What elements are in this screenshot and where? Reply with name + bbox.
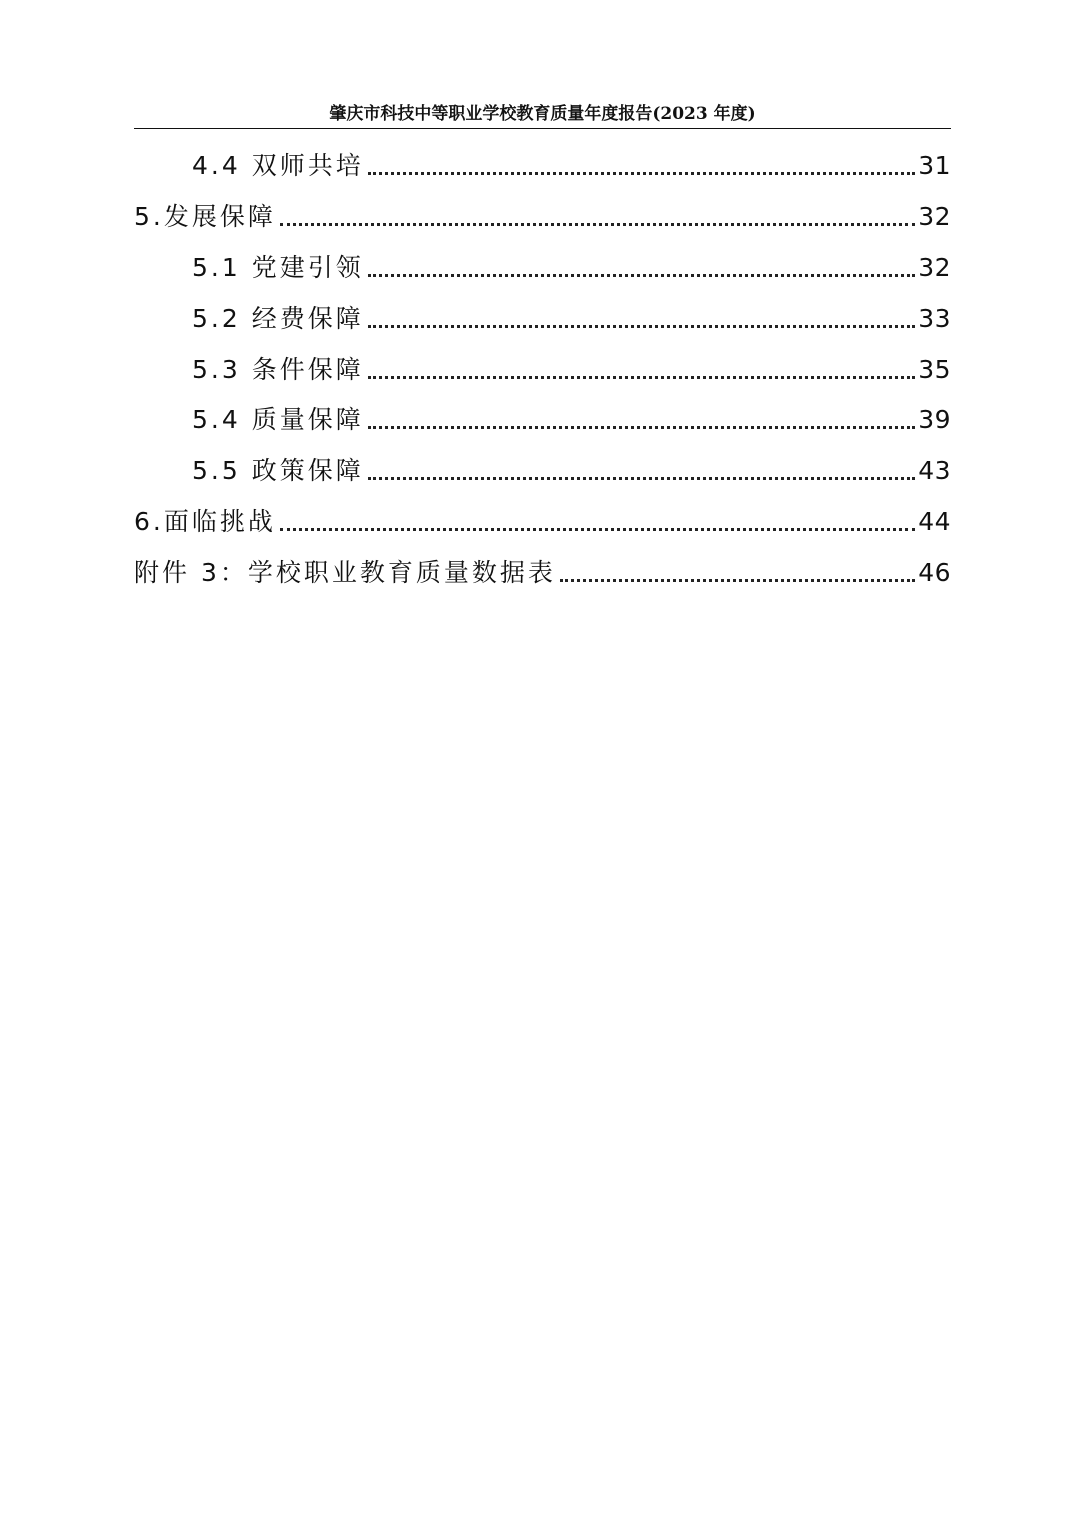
toc-entry-5-1[interactable] <box>134 250 951 286</box>
toc-dot-leader <box>560 579 915 582</box>
toc-entry-label: 5.发展保障 <box>134 202 276 231</box>
toc-entry-label: 4.4 双师共培 <box>192 151 364 180</box>
toc-entry-5-4[interactable] <box>134 402 951 438</box>
toc-entry-label: 5.5 政策保障 <box>192 456 364 485</box>
toc-dot-leader <box>368 274 915 277</box>
running-header: 肇庆市科技中等职业学校教育质量年度报告(2023 年度) <box>329 104 756 124</box>
toc-dot-leader <box>368 426 915 429</box>
toc-page-number: 46 <box>918 558 951 587</box>
toc-entry-5-5[interactable] <box>134 453 951 489</box>
toc-dot-leader <box>368 376 915 379</box>
toc-page-number: 32 <box>918 202 951 231</box>
toc-dot-leader <box>280 223 915 226</box>
toc-page-number: 39 <box>918 405 951 434</box>
toc-entry-label: 5.1 党建引领 <box>192 253 364 282</box>
toc-page-number: 33 <box>918 304 951 333</box>
toc-page-number: 43 <box>918 456 951 485</box>
toc-page-number: 35 <box>918 355 951 384</box>
toc-entry-label: 5.4 质量保障 <box>192 405 364 434</box>
toc-entry-label: 附件 3：学校职业教育质量数据表 <box>134 558 556 587</box>
toc-entry-4-4[interactable] <box>134 148 951 184</box>
toc-entry-5-2[interactable] <box>134 301 951 337</box>
toc-entry-5[interactable] <box>134 199 951 235</box>
toc-dot-leader <box>368 477 915 480</box>
toc-entry-5-3[interactable] <box>134 352 951 388</box>
toc-entry-6[interactable] <box>134 504 951 540</box>
toc-page-number: 31 <box>918 151 951 180</box>
toc-entry-label: 5.2 经费保障 <box>192 304 364 333</box>
toc-page-number: 44 <box>918 507 951 536</box>
table-of-contents <box>134 0 951 1527</box>
toc-dot-leader <box>280 528 915 531</box>
toc-dot-leader <box>368 325 915 328</box>
toc-entry-label: 6.面临挑战 <box>134 507 276 536</box>
toc-entry-appendix-3[interactable] <box>134 555 951 591</box>
toc-dot-leader <box>368 172 915 175</box>
toc-entry-label: 5.3 条件保障 <box>192 355 364 384</box>
toc-page-number: 32 <box>918 253 951 282</box>
